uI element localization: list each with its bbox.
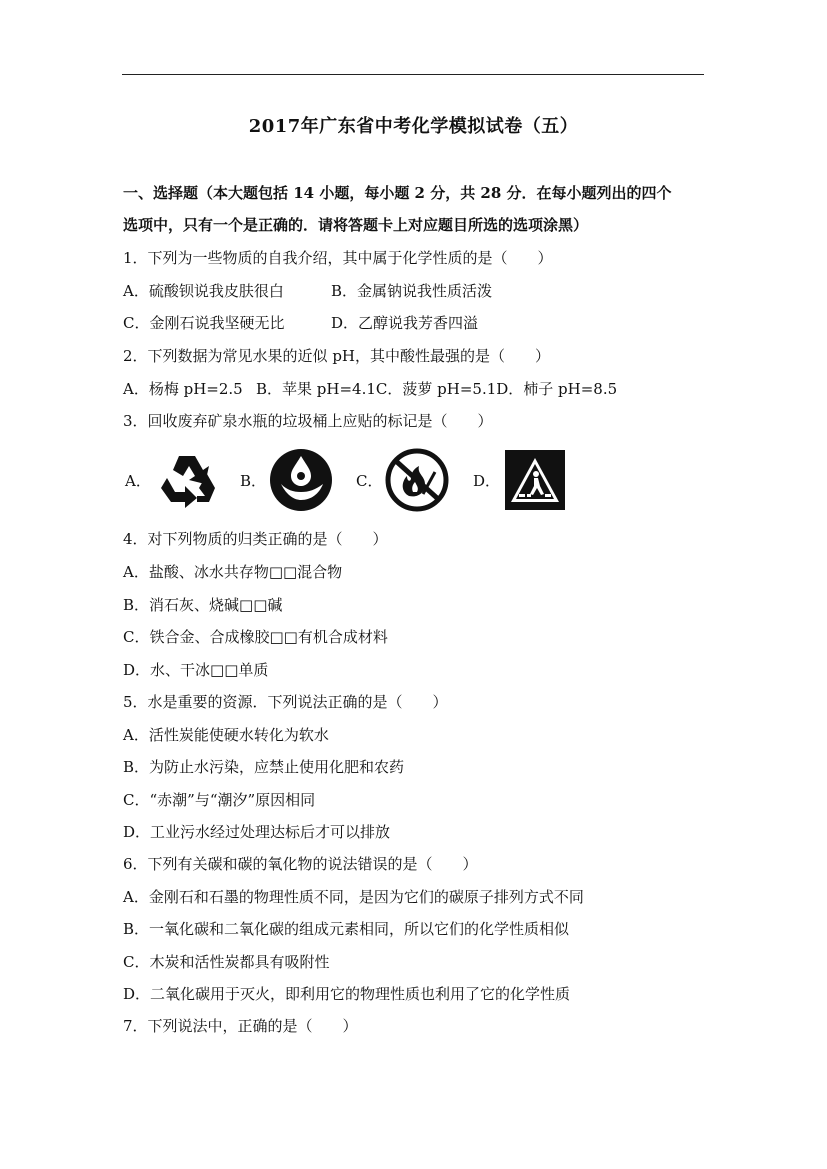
q3-option-d: D． [473, 472, 501, 490]
q3-option-b: B． [240, 472, 267, 490]
q4-option-c: C．铁合金、合成橡胶□□有机合成材料 [123, 628, 388, 646]
recycle-icon [155, 448, 219, 512]
q2-option-a: A．杨梅 pH=2.5 [123, 380, 243, 398]
q4-option-b: B．消石灰、烧碱□□碱 [123, 596, 283, 614]
header-rule [122, 74, 704, 75]
q2-option-d: D．柿子 pH=8.5 [496, 380, 618, 398]
section-heading-line2: 选项中，只有一个是正确的．请将答题卡上对应题目所选的选项涂黑） [123, 216, 589, 234]
q7-stem: 7．下列说法中，正确的是（ ） [123, 1017, 358, 1035]
section-heading-line1: 一、选择题（本大题包括 14 小题，每小题 2 分，共 28 分．在每小题列出的四个 [123, 184, 672, 202]
q1-option-b: B．金属钠说我性质活泼 [331, 282, 493, 300]
q4-stem: 4．对下列物质的归类正确的是（ ） [123, 530, 388, 548]
q3-stem: 3．回收废弃矿泉水瓶的垃圾桶上应贴的标记是（ ） [123, 412, 493, 430]
q6-option-c: C．木炭和活性炭都具有吸附性 [123, 953, 330, 971]
no-fire-icon [385, 448, 449, 512]
q2-options-row [123, 379, 617, 399]
q1-stem: 1．下列为一些物质的自我介绍，其中属于化学性质的是（ ） [123, 249, 553, 267]
q6-option-b: B．一氧化碳和二氧化碳的组成元素相同，所以它们的化学性质相似 [123, 920, 570, 938]
q6-option-a: A．金刚石和石墨的物理性质不同，是因为它们的碳原子排列方式不同 [123, 888, 584, 906]
q6-stem: 6．下列有关碳和碳的氧化物的说法错误的是（ ） [123, 855, 478, 873]
page-title: 2017年广东省中考化学模拟试卷（五） [248, 116, 579, 137]
q4-option-a: A．盐酸、冰水共存物□□混合物 [123, 563, 343, 581]
q4-option-d: D．水、干冰□□单质 [123, 661, 269, 679]
q2-stem: 2．下列数据为常见水果的近似 pH，其中酸性最强的是（ ） [123, 347, 550, 365]
q6-option-d: D．二氧化碳用于灭火，即利用它的物理性质也利用了它的化学性质 [123, 985, 571, 1003]
q5-option-a: A．活性炭能使硬水转化为软水 [123, 726, 329, 744]
q1-options-row1 [123, 281, 492, 301]
q2-option-b: B．苹果 pH=4.1 [256, 380, 376, 398]
q3-signs-row [123, 448, 623, 512]
q1-option-c: C．金刚石说我坚硬无比 [123, 314, 285, 332]
water-saving-icon [269, 448, 333, 512]
q1-option-a: A．硫酸钡说我皮肤很白 [123, 282, 284, 300]
q2-option-c: C．菠萝 pH=5.1 [375, 380, 497, 398]
q5-option-d: D．工业污水经过处理达标后才可以排放 [123, 823, 391, 841]
q5-stem: 5．水是重要的资源．下列说法正确的是（ ） [123, 693, 448, 711]
q3-option-c: C． [356, 472, 383, 490]
q1-options-row2 [123, 313, 478, 333]
q5-option-b: B．为防止水污染，应禁止使用化肥和农药 [123, 758, 405, 776]
q1-option-d: D．乙醇说我芳香四溢 [331, 314, 479, 332]
pedestrian-crossing-icon [505, 450, 565, 510]
q5-option-c: C．“赤潮”与“潮汐”原因相同 [123, 791, 316, 809]
q3-option-a: A． [125, 472, 151, 490]
